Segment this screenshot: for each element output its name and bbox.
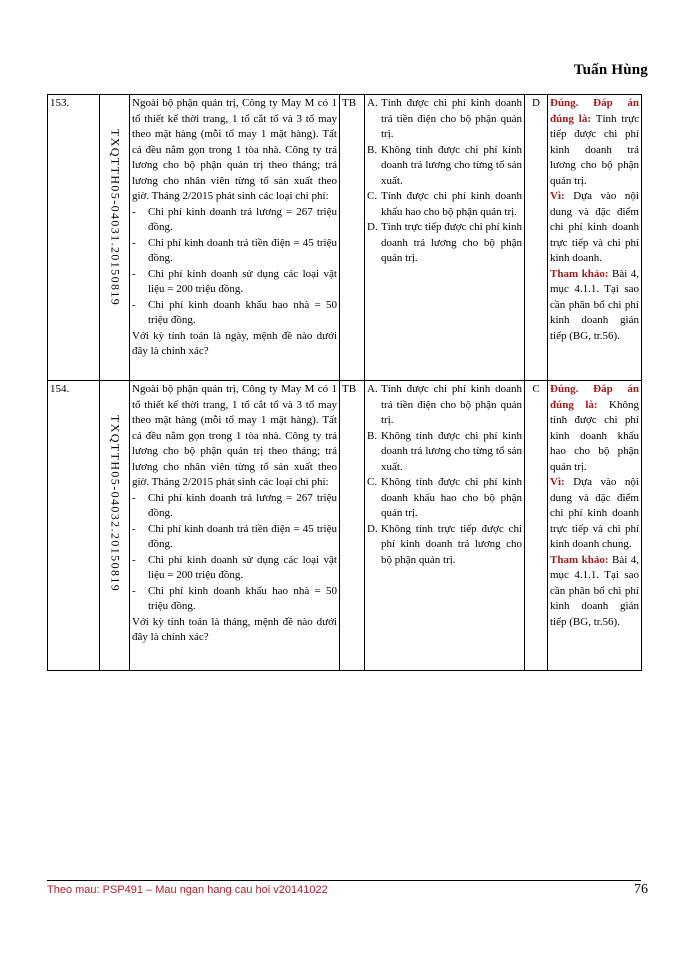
answer-explanation <box>548 95 642 381</box>
explanation-because: Vì: Dựa vào nội dung và đặc điểm chi phí kinh doanh trực tiếp và chi phí kinh doanh. <box>550 190 639 264</box>
question-row <box>48 381 642 671</box>
footer-divider <box>47 880 641 881</box>
question-bank-table <box>47 94 642 671</box>
cost-item: - Chi phí kinh doanh khấu hao nhà = 50 triệu đồng. <box>132 298 337 326</box>
question-code: TXQTTH05-04032.20150819 <box>108 415 123 593</box>
page-number: 76 <box>634 882 648 897</box>
cost-item: - Chi phí kinh doanh trả lương = 267 triệu đồng. <box>132 491 337 519</box>
difficulty-level: TB <box>340 95 365 381</box>
option-c: C. Không tính được chi phí kinh doanh khấu hao cho bộ phận quản trị. <box>367 476 522 519</box>
difficulty-level: TB <box>340 381 365 671</box>
question-intro: Ngoài bộ phận quản trị, Công ty May M có 1 tổ thiết kế thời trang, 1 tổ cắt tổ và 3 tổ may theo mặt hàng (mỗi tổ may 1 mặt hàng). Tất cả đều nằm gọn trong 1 tòa nhà. Công ty trả lương cho bộ phận quản trị theo tháng; trả lương cho nhân viên từng tổ sản xuất theo giờ. Tháng 2/2015 phát sinh các loại chi phí: <box>132 97 337 202</box>
answer-explanation <box>548 381 642 671</box>
explanation-reference: Tham khảo: Bài 4, mục 4.1.1. Tại sao cần phân bổ chi phí kinh doanh gián tiếp (BG, tr.56). <box>550 553 639 628</box>
question-code-cell <box>100 381 130 671</box>
option-d: D. Tính trực tiếp được chi phí kinh doanh trả lương cho bộ phận quản trị. <box>367 221 522 264</box>
explanation-correct: Đúng. Đáp án đúng là: Không tính được chi phí kinh doanh khấu hao cho bộ phận quản trị. <box>550 383 639 473</box>
option-b: B. Không tính được chi phí kinh doanh trả lương cho từng tổ sản xuất. <box>367 429 522 473</box>
question-code: TXQTTH05-04031.20150819 <box>108 129 123 307</box>
cost-item: - Chi phí kinh doanh sử dụng các loại vật liệu = 200 triệu đồng. <box>132 267 337 295</box>
question-prompt: Với kỳ tính toán là tháng, mệnh đề nào dưới đây là chính xác? <box>132 615 337 643</box>
option-d: D. Không tính trực tiếp được chi phí kinh doanh trả lương cho bộ phận quản trị. <box>367 522 522 566</box>
correct-answer: C <box>525 381 548 671</box>
correct-answer: D <box>525 95 548 381</box>
explanation-because: Vì: Dựa vào nội dung và đặc điểm chi phí kinh doanh trực tiếp và chi phí kinh doanh chung. <box>550 476 639 550</box>
question-row <box>48 95 642 381</box>
cost-item: - Chi phí kinh doanh trả tiền điện = 45 triệu đồng. <box>132 522 337 550</box>
option-b: B. Không tính được chi phí kinh doanh trả lương cho từng tổ sản xuất. <box>367 143 522 187</box>
question-number: 154. <box>48 381 100 671</box>
answer-options <box>365 95 525 381</box>
cost-item: - Chi phí kinh doanh trả lương = 267 triệu đồng. <box>132 205 337 233</box>
cost-item: - Chi phí kinh doanh sử dụng các loại vật liệu = 200 triệu đồng. <box>132 553 337 581</box>
author-name: Tuấn Hùng <box>573 62 648 78</box>
answer-options <box>365 381 525 671</box>
question-text <box>130 381 340 671</box>
question-number: 153. <box>48 95 100 381</box>
explanation-reference: Tham khảo: Bài 4, mục 4.1.1. Tại sao cần phân bổ chi phí kinh doanh gián tiếp (BG, tr.56). <box>550 267 639 342</box>
footer-template-note: Theo mau: PSP491 – Mau ngan hang cau hoi v20141022 <box>47 884 328 896</box>
question-intro: Ngoài bộ phận quản trị, Công ty May M có 1 tổ thiết kế thời trang, 1 tổ cắt tổ và 3 tổ may theo mặt hàng (mỗi tổ may 1 mặt hàng). Tất cả đều nằm gọn trong 1 tòa nhà. Công ty trả lương cho bộ phận quản trị theo tháng; trả lương cho nhân viên từng tổ sản xuất theo giờ. Tháng 2/2015 phát sinh các loại chi phí: <box>132 383 337 488</box>
option-c: C. Tính được chi phí kinh doanh khấu hao cho bộ phận quản trị. <box>367 190 522 218</box>
cost-item: - Chi phí kinh doanh khấu hao nhà = 50 triệu đồng. <box>132 584 337 612</box>
explanation-correct: Đúng. Đáp án đúng là: Tính trực tiếp được chi phí kinh doanh trả lương cho bộ phận quản trị. <box>550 97 639 187</box>
question-code-cell <box>100 95 130 381</box>
cost-item: - Chi phí kinh doanh trả tiền điện = 45 triệu đồng. <box>132 236 337 264</box>
question-prompt: Với kỳ tính toán là ngày, mệnh đề nào dưới đây là chính xác? <box>132 329 337 357</box>
option-a: A. Tính được chi phí kinh doanh trả tiền điện cho bộ phận quản trị. <box>367 383 522 426</box>
question-text <box>130 95 340 381</box>
option-a: A. Tính được chi phí kinh doanh trả tiền điện cho bộ phận quản trị. <box>367 97 522 140</box>
